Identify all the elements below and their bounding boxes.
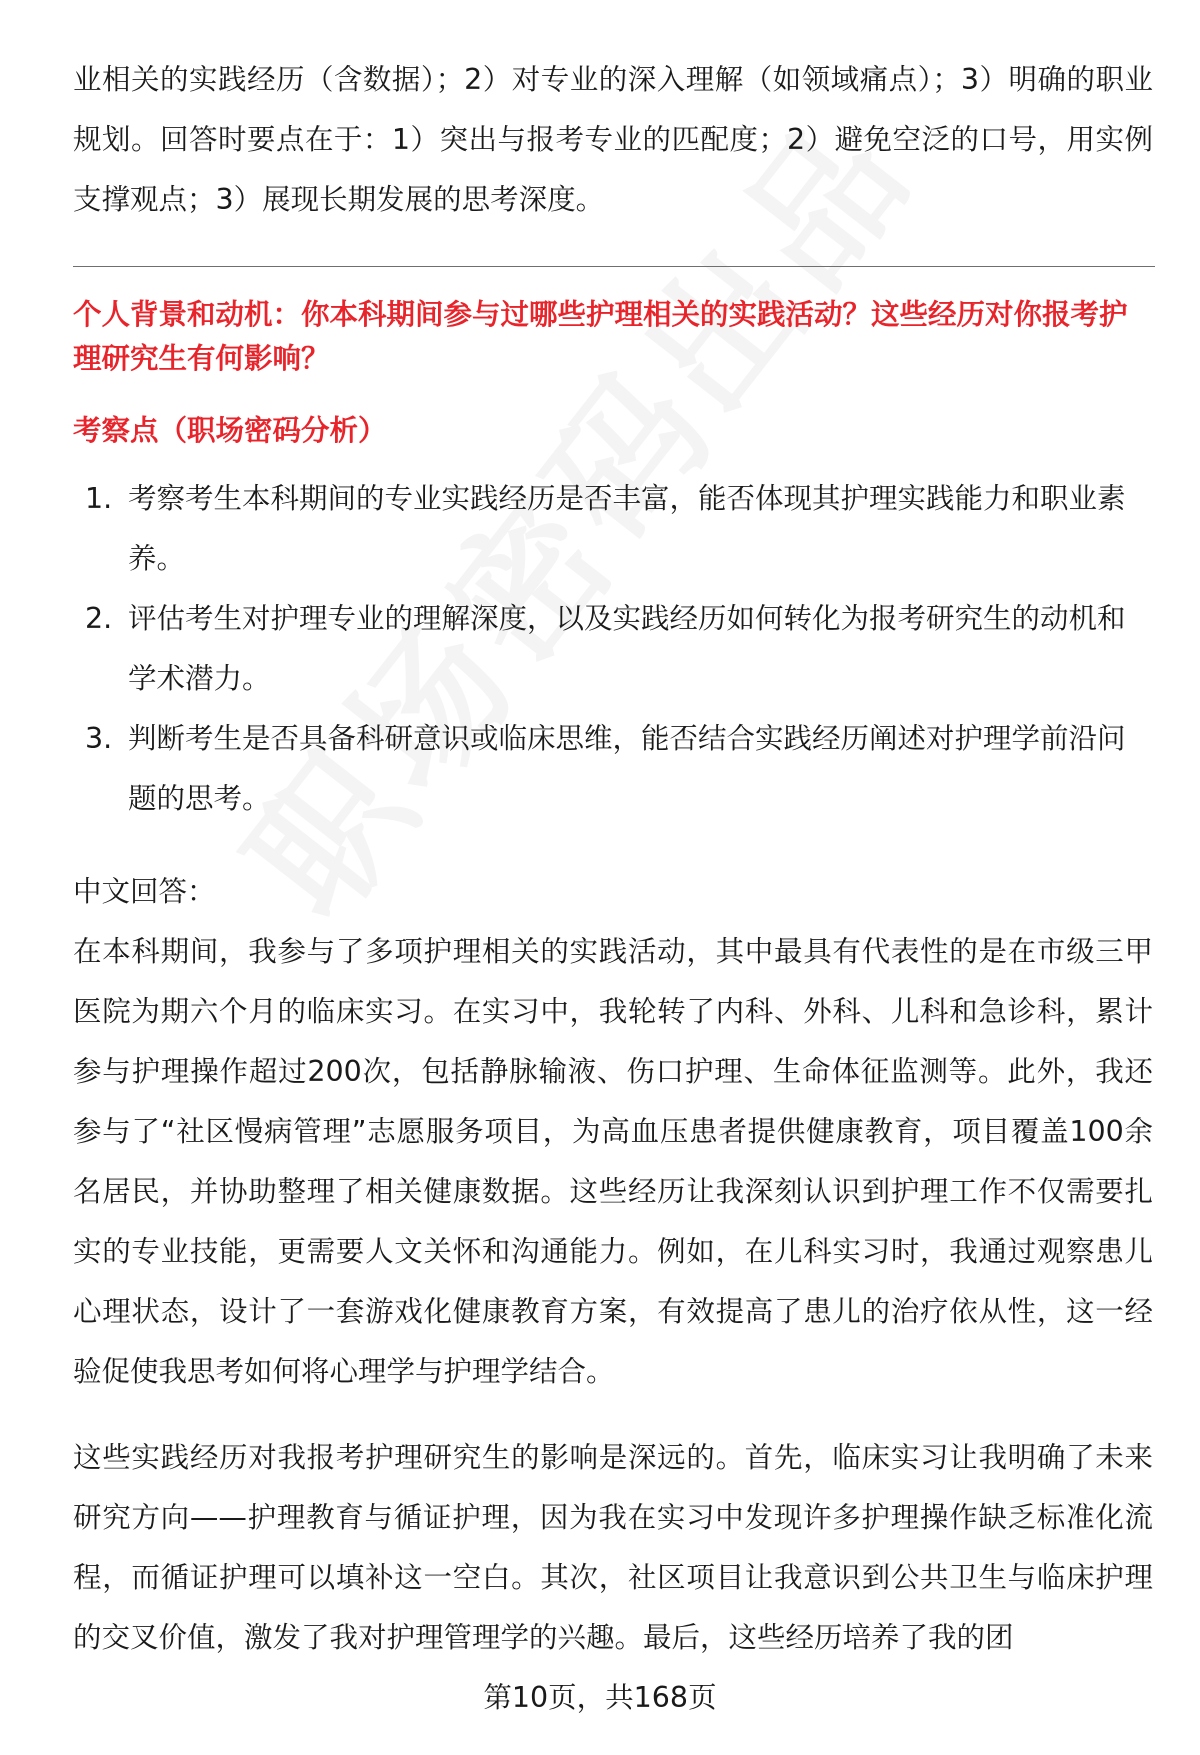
intro-paragraph: 业相关的实践经历（含数据）；2）对专业的深入理解（如领域痛点）；3）明确的职业规划。回答时要点在于：1）突出与报考专业的匹配度；2）避免空泛的口号，用实例支撑观点；3）展现长期发展的思考深度。	[73, 63, 1153, 216]
focus-point-text: 评估考生对护理专业的理解深度，以及实践经历如何转化为报考研究生的动机和学术潜力。	[128, 602, 1126, 695]
list-number: 1.	[85, 482, 113, 515]
focus-point-item	[73, 709, 1153, 829]
page-content	[73, 50, 1153, 1668]
focus-point-text: 考察考生本科期间的专业实践经历是否丰富，能否体现其护理实践能力和职业素养。	[128, 482, 1126, 575]
focus-points-list	[73, 469, 1153, 829]
question-heading: 个人背景和动机：你本科期间参与过哪些护理相关的实践活动？这些经历对你报考护理研究生有何影响？	[73, 298, 1128, 375]
page-number-footer: 第10页，共168页	[483, 1681, 717, 1714]
list-number: 3.	[85, 722, 113, 755]
list-number: 2.	[85, 602, 113, 635]
focus-point-item	[73, 589, 1153, 709]
focus-point-text: 判断考生是否具备科研意识或临床思维，能否结合实践经历阐述对护理学前沿问题的思考。	[128, 722, 1126, 815]
section-divider	[73, 266, 1155, 267]
answer-paragraph-1: 在本科期间，我参与了多项护理相关的实践活动，其中最具有代表性的是在市级三甲医院为期六个月的临床实习。在实习中，我轮转了内科、外科、儿科和急诊科，累计参与护理操作超过200次，包括静脉输液、伤口护理、生命体征监测等。此外，我还参与了“社区慢病管理”志愿服务项目，为高血压患者提供健康教育，项目覆盖100余名居民，并协助整理了相关健康数据。这些经历让我深刻认识到护理工作不仅需要扎实的专业技能，更需要人文关怀和沟通能力。例如，在儿科实习时，我通过观察患儿心理状态，设计了一套游戏化健康教育方案，有效提高了患儿的治疗依从性，这一经验促使我思考如何将心理学与护理学结合。	[73, 935, 1153, 1388]
focus-point-item	[73, 469, 1153, 589]
focus-heading: 考察点（职场密码分析）	[73, 414, 387, 447]
answer-label: 中文回答：	[73, 875, 216, 908]
answer-paragraph-2: 这些实践经历对我报考护理研究生的影响是深远的。首先，临床实习让我明确了未来研究方向——护理教育与循证护理，因为我在实习中发现许多护理操作缺乏标准化流程，而循证护理可以填补这一空白。其次，社区项目让我意识到公共卫生与临床护理的交叉价值，激发了我对护理管理学的兴趣。最后，这些经历培养了我的团	[73, 1441, 1153, 1654]
